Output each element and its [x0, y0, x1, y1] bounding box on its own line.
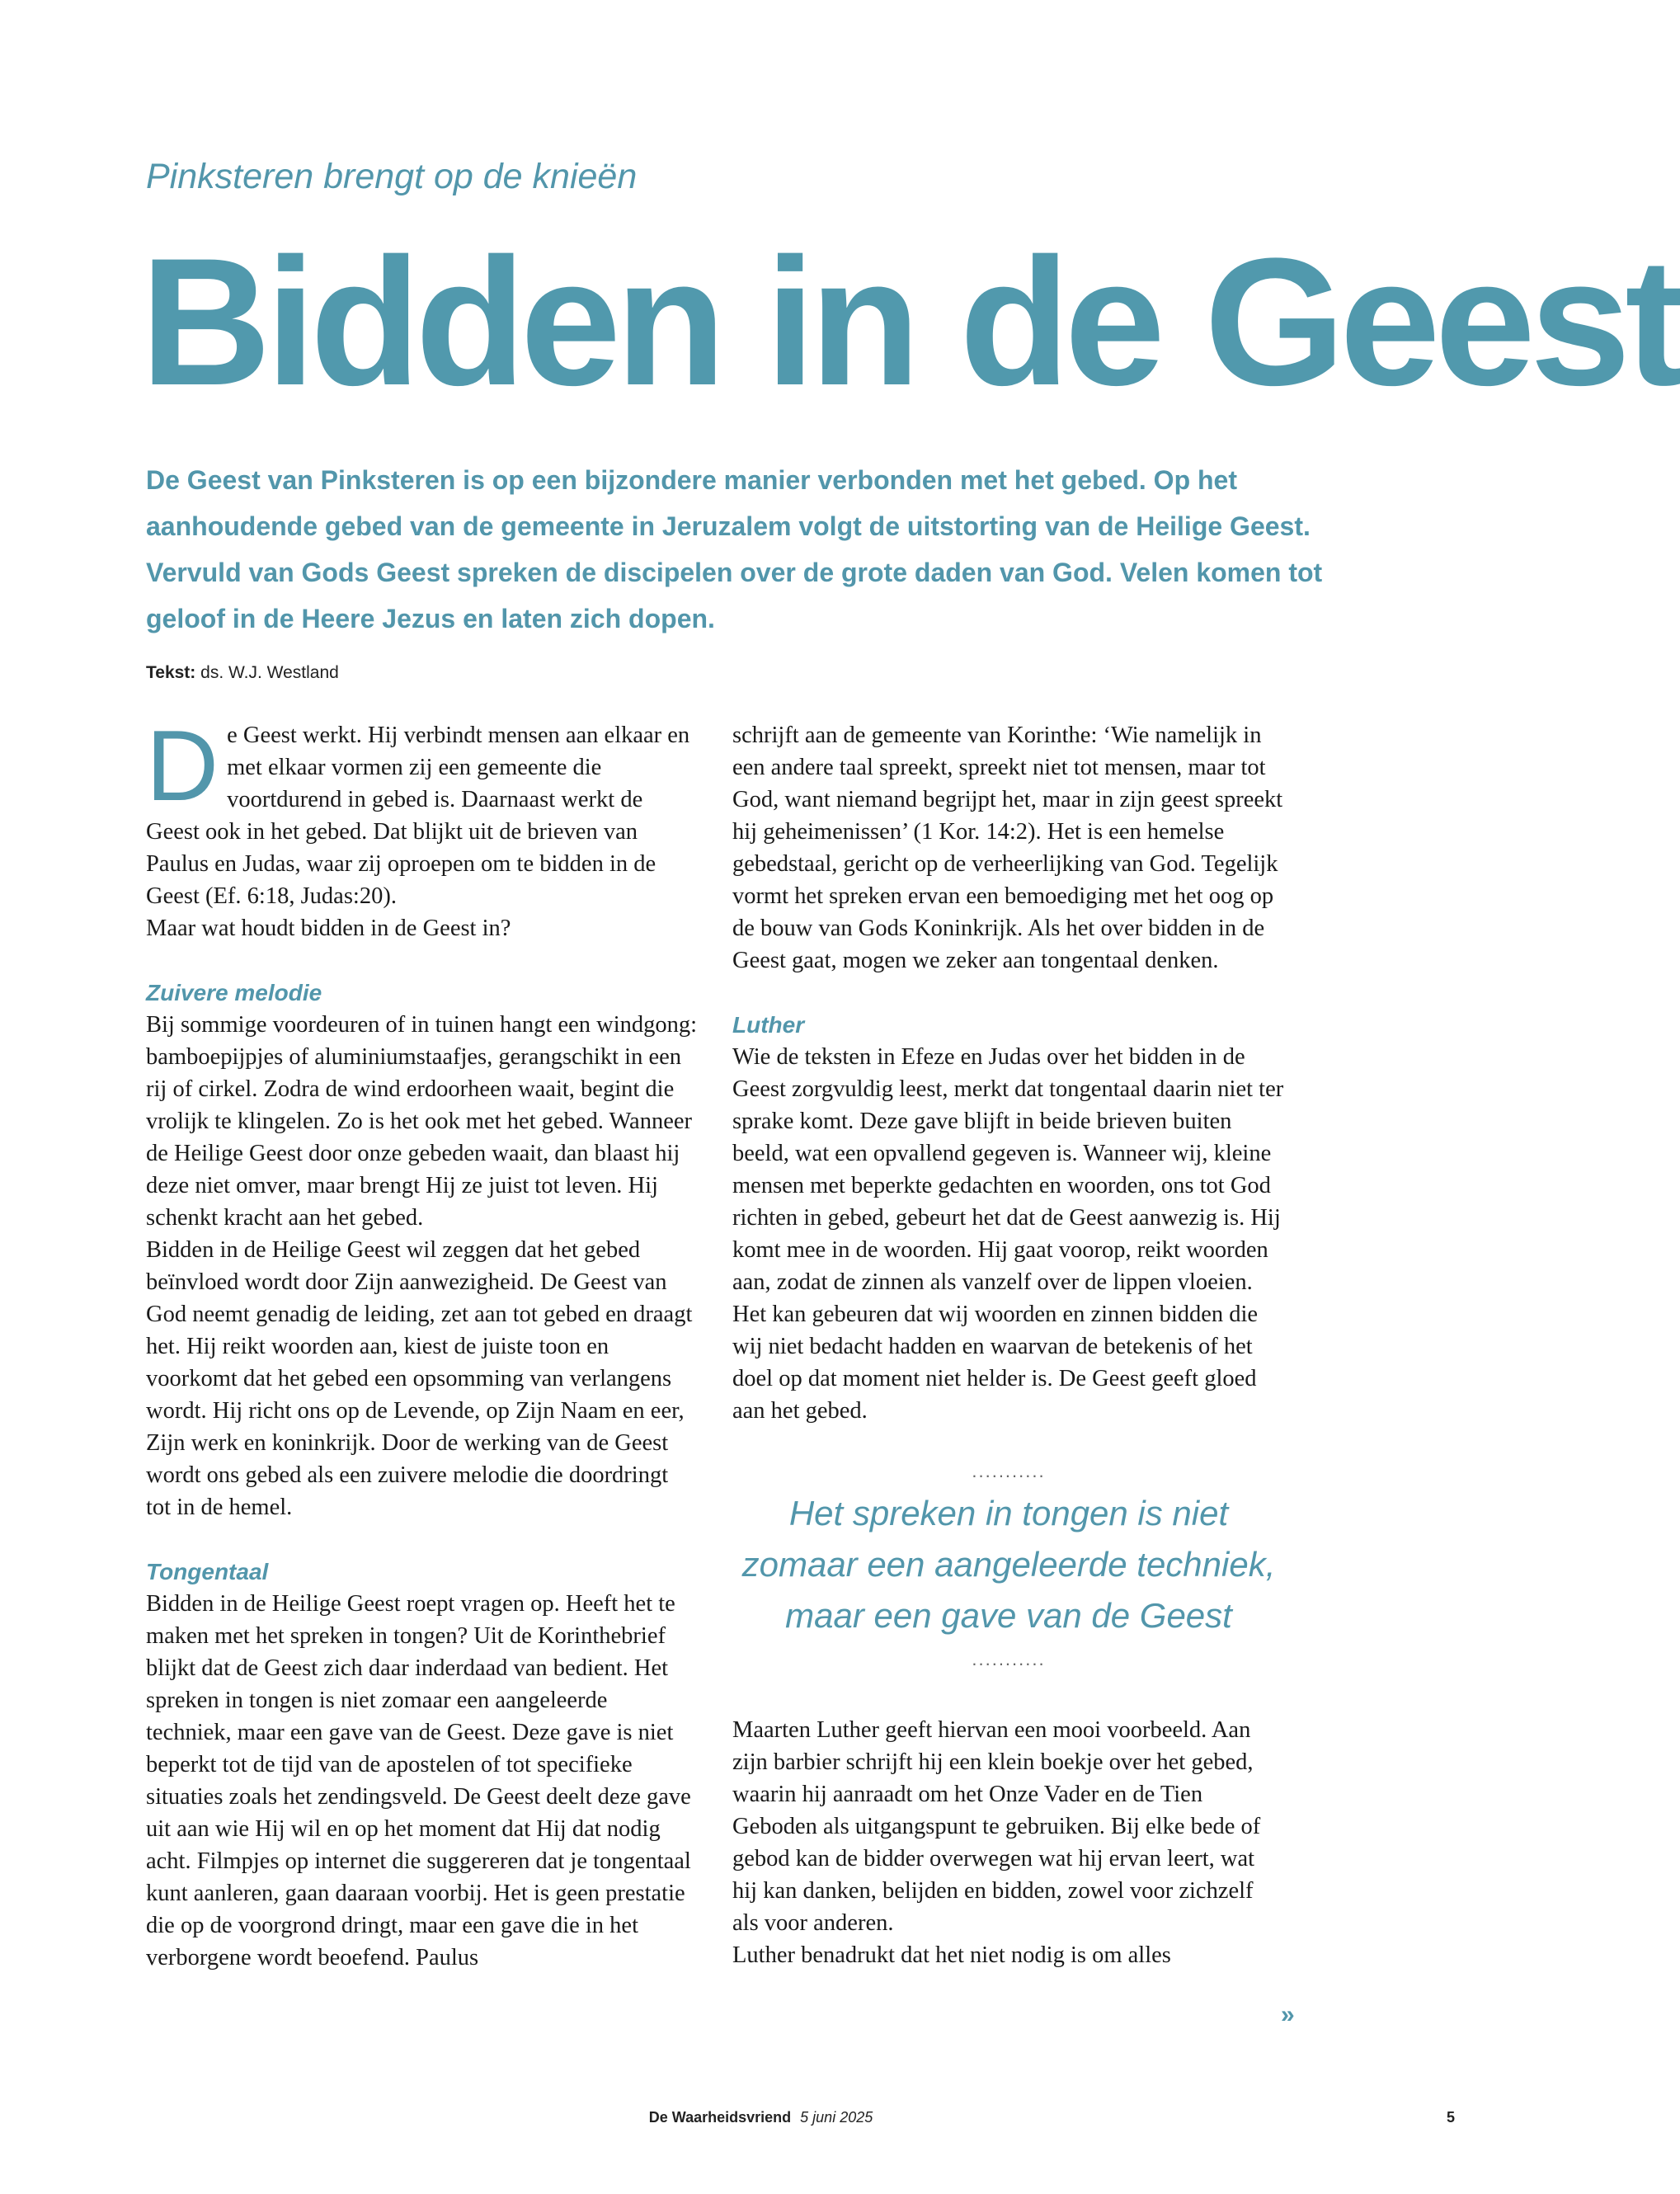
right-column — [732, 719, 1285, 1971]
paragraph: Bidden in de Heilige Geest wil zeggen dat het gebed beïnvloed wordt door Zijn aanwezigheid. De Geest van God neemt genadig de leiding, zet aan tot gebed en draagt het. Hij reikt woorden aan, kiest de juiste toon en voorkomt dat het gebed een opsomming van verlangens wordt. Hij richt ons op de Levende, op Zijn Naam en eer, Zijn werk en koninkrijk. Door de werking van de Geest wordt ons gebed als een zuivere melodie die doordringt tot in de hemel. — [146, 1237, 693, 1520]
pull-quote-text: Het spreken in tongen is niet zomaar een aangeleerde techniek, maar een gave van de Geest — [741, 1494, 1276, 1635]
page-number: 5 — [1447, 2109, 1456, 2126]
article-intro: De Geest van Pinksteren is op een bijzondere manier verbonden met het gebed. Op het aanhoudende gebed van de gemeente in Jeruzalem volgt de uitstorting van de Heilige Geest. Vervuld van Gods Geest spreken de discipelen over de grote daden van God. Velen komen tot geloof in de Heere Jezus en laten zich dopen. — [146, 465, 1323, 633]
byline-author: ds. W.J. Westland — [200, 663, 339, 682]
drop-cap: D — [146, 709, 219, 822]
paragraph: Luther benadrukt dat het niet nodig is om alles — [732, 1942, 1171, 1968]
footer-magazine: De Waarheidsvriend — [648, 2109, 792, 2126]
pull-quote — [732, 1463, 1285, 1668]
article-title: Bidden in de Geest — [140, 220, 1680, 423]
byline-label: Tekst: — [146, 663, 196, 682]
continue-arrow-icon: » — [1281, 2001, 1295, 2028]
byline — [146, 663, 339, 683]
paragraph: Bidden in de Heilige Geest roept vragen op. Heeft het te maken met het spreken in tongen? Uit de Korinthebrief blijkt dat de Geest zich daar inderdaad van bedient. Het spreken in tongen is niet zomaar een aangeleerde techniek, maar een gave van de Geest. Deze gave is niet beperkt tot de tijd van de apostelen of tot specifieke situaties zoals het zendingsveld. De Geest deelt deze gave uit aan wie Hij wil en op het moment dat Hij dat nodig acht. Filmpjes op internet die suggereren dat je tongentaal kunt aanleren, gaan daaraan voorbij. Het is geen prestatie die op de voorgrond dringt, maar een gave die in het verborgene wordt beoefend. Paulus — [146, 1591, 691, 1970]
paragraph: Bij sommige voordeuren of in tuinen hangt een windgong: bamboepijpjes of aluminiumstaafjes, gerangschikt in een rij of cirkel. Zodra de wind erdoorheen waait, begint die vrolijk te klingelen. Zo is het ook met het gebed. Wanneer de Heilige Geest door onze gebeden waait, dan blaast hij deze niet omver, maar brengt Hij ze juist tot leven. Hij schenkt kracht aan het gebed. — [146, 1012, 698, 1231]
left-column — [146, 709, 699, 1974]
article-kicker: Pinksteren brengt op de knieën — [146, 157, 638, 196]
section-heading: Luther — [732, 1012, 805, 1038]
paragraph: Maar wat houdt bidden in de Geest in? — [146, 916, 511, 941]
section-heading: Tongentaal — [146, 1559, 269, 1584]
section-heading: Zuivere melodie — [146, 980, 322, 1005]
paragraph: Maarten Luther geeft hiervan een mooi voorbeeld. Aan zijn barbier schrijft hij een klein boekje over het gebed, waarin hij aanraadt om het Onze Vader en de Tien Geboden als uitgangspunt te gebruiken. Bij elke bede of gebod kan de bidder overwegen wat hij ervan leert, wat hij kan danken, belijden en bidden, zowel voor zichzelf als voor anderen. — [732, 1717, 1261, 1936]
quote-divider-bottom: ........... — [972, 1649, 1046, 1669]
paragraph — [146, 709, 699, 912]
paragraph: schrijft aan de gemeente van Korinthe: ‘Wie namelijk in een andere taal spreekt, spreekt niet tot mensen, maar tot God, want niemand begrijpt het, maar in zijn geest spreekt hij geheimenissen’ (1 Kor. 14:2). Het is een hemelse gebedstaal, gericht op de verheerlijking van God. Tegelijk vormt het spreken ervan een bemoediging met het oog op de bouw van Gods Koninkrijk. Als het over bidden in de Geest gaat, mogen we zeker aan tongentaal denken. — [732, 723, 1283, 973]
footer — [0, 2109, 1522, 2126]
quote-divider-top: ........... — [972, 1461, 1046, 1481]
paragraph-text: e Geest werkt. Hij verbindt mensen aan elkaar en met elkaar vormen zij een gemeente die voortdurend in gebed is. Daarnaast werkt de Geest ook in het gebed. Dat blijkt uit de brieven van Paulus en Judas, waar zij oproepen om te bidden in de Geest (Ef. 6:18, Judas:20). — [146, 723, 690, 909]
footer-date: 5 juni 2025 — [800, 2109, 873, 2126]
paragraph: Wie de teksten in Efeze en Judas over het bidden in de Geest zorgvuldig leest, merkt dat tongentaal daarin niet ter sprake komt. Deze gave blijft in beide brieven buiten beeld, wat een opvallend gegeven is. Wanneer wij, kleine mensen met beperkte gedachten en woorden, ons tot God richten in gebed, gebeurt het dat de Geest aanwezig is. Hij komt mee in de woorden. Hij gaat voorop, reikt woorden aan, zodat de zinnen als vanzelf over de lippen vloeien. Het kan gebeuren dat wij woorden en zinnen bidden die wij niet bedacht hadden en waarvan de betekenis of het doel op dat moment niet helder is. De Geest geeft gloed aan het gebed. — [732, 1044, 1284, 1424]
